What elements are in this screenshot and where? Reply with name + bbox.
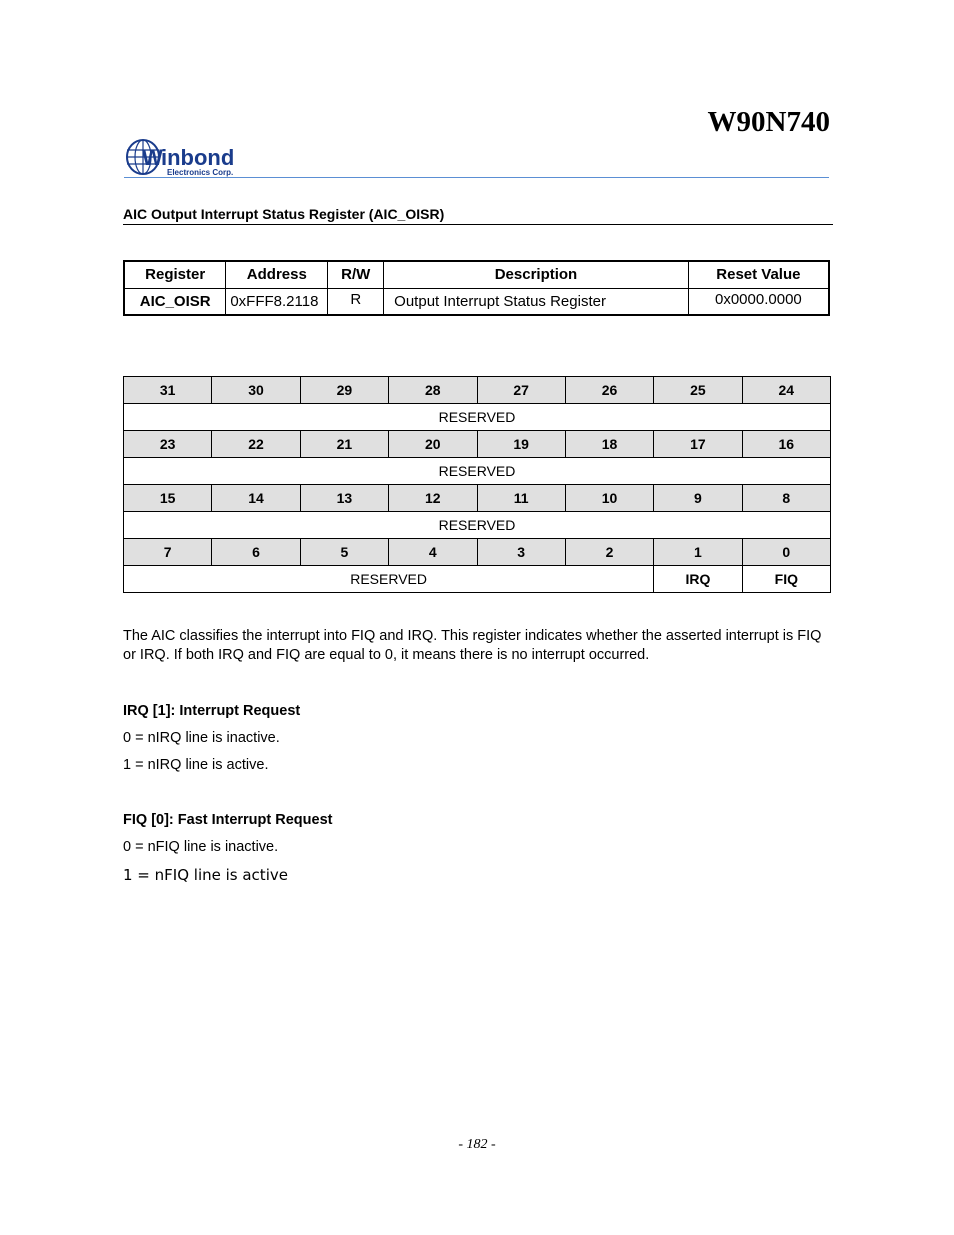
bit-number: 7 <box>124 539 212 566</box>
bit-number: 27 <box>477 377 565 404</box>
header-rw: R/W <box>328 261 384 288</box>
bit-number: 3 <box>477 539 565 566</box>
section-title: AIC Output Interrupt Status Register (AIC_OISR) <box>123 206 445 222</box>
svg-text:W: W <box>142 145 163 170</box>
bit-number: 28 <box>389 377 477 404</box>
bit-field-row <box>124 404 831 431</box>
bit-number-row <box>124 485 831 512</box>
bit-number: 19 <box>477 431 565 458</box>
bit-number-row <box>124 431 831 458</box>
bit-field-row <box>124 458 831 485</box>
description-paragraph: The AIC classifies the interrupt into FIQ and IRQ. This register indicates whether the asserted interrupt is FIQ or IRQ. If both IRQ and FIQ are equal to 0, it means there is no interrupt occurred. <box>123 628 822 663</box>
bit-number: 24 <box>742 377 830 404</box>
bit-number: 25 <box>654 377 742 404</box>
bit-number: 1 <box>654 539 742 566</box>
field-reserved: RESERVED <box>124 512 831 539</box>
bit-number: 0 <box>742 539 830 566</box>
bit-number: 10 <box>565 485 653 512</box>
irq-heading: IRQ [1]: Interrupt Request <box>123 703 301 719</box>
register-description: Output Interrupt Status Register <box>384 288 689 315</box>
bit-number: 14 <box>212 485 300 512</box>
bit-number-row <box>124 377 831 404</box>
fiq-value-0: 0 = nFIQ line is inactive. <box>123 839 279 855</box>
bit-number: 4 <box>389 539 477 566</box>
register-name: AIC_OISR <box>124 288 226 315</box>
bit-number: 16 <box>742 431 830 458</box>
bit-field-row <box>124 512 831 539</box>
fiq-heading: FIQ [0]: Fast Interrupt Request <box>123 812 333 828</box>
bit-number: 31 <box>124 377 212 404</box>
header-address: Address <box>226 261 328 288</box>
field-reserved: RESERVED <box>124 566 654 593</box>
bit-number: 26 <box>565 377 653 404</box>
bit-field-table <box>123 376 831 593</box>
document-title: W90N740 <box>707 106 830 138</box>
bit-field-row <box>124 566 831 593</box>
bit-number: 22 <box>212 431 300 458</box>
header-register: Register <box>124 261 226 288</box>
field-reserved: RESERVED <box>124 458 831 485</box>
register-table-row <box>124 288 829 315</box>
winbond-logo <box>125 138 255 178</box>
header-divider <box>124 177 829 178</box>
page-number: - 182 - <box>458 1137 496 1152</box>
bit-number: 21 <box>300 431 388 458</box>
field-fiq: FIQ <box>742 566 830 593</box>
bit-number: 13 <box>300 485 388 512</box>
bit-number: 20 <box>389 431 477 458</box>
field-reserved: RESERVED <box>124 404 831 431</box>
bit-number: 8 <box>742 485 830 512</box>
svg-text:Electronics Corp.: Electronics Corp. <box>167 168 234 177</box>
register-address: 0xFFF8.2118 <box>226 288 328 315</box>
bit-number: 12 <box>389 485 477 512</box>
bit-number: 5 <box>300 539 388 566</box>
register-rw: R <box>328 288 384 315</box>
register-reset-value: 0x0000.0000 <box>688 288 829 315</box>
svg-text:inbond: inbond <box>161 145 235 170</box>
bit-number: 30 <box>212 377 300 404</box>
bit-number: 6 <box>212 539 300 566</box>
bit-number: 9 <box>654 485 742 512</box>
section-divider <box>123 224 833 225</box>
irq-value-0: 0 = nIRQ line is inactive. <box>123 730 280 746</box>
bit-number: 17 <box>654 431 742 458</box>
irq-value-1: 1 = nIRQ line is active. <box>123 757 269 773</box>
bit-number: 29 <box>300 377 388 404</box>
register-table <box>123 260 830 316</box>
register-table-header <box>124 261 829 288</box>
bit-number: 18 <box>565 431 653 458</box>
bit-number: 2 <box>565 539 653 566</box>
bit-number: 15 <box>124 485 212 512</box>
bit-number: 23 <box>124 431 212 458</box>
header-description: Description <box>384 261 689 288</box>
bit-number-row <box>124 539 831 566</box>
fiq-value-1: 1 = nFIQ line is active <box>123 866 288 884</box>
header-reset-value: Reset Value <box>688 261 829 288</box>
bit-number: 11 <box>477 485 565 512</box>
field-irq: IRQ <box>654 566 742 593</box>
